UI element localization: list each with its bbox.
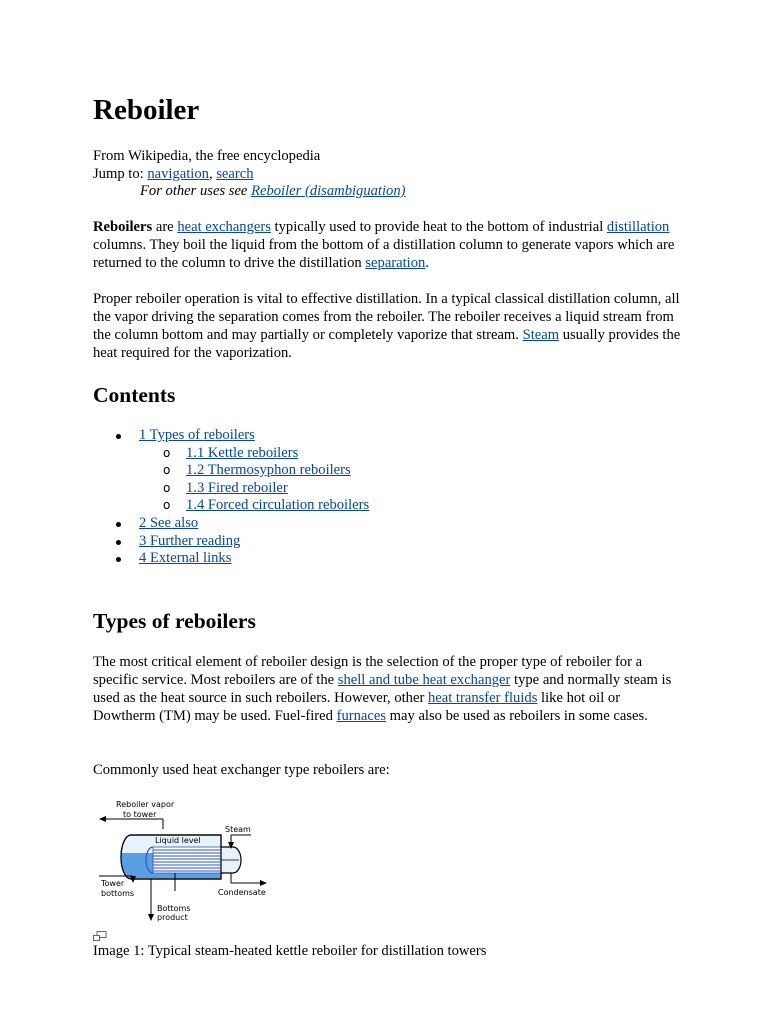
steam-link[interactable]: Steam — [522, 327, 560, 343]
types-paragraph-2: Commonly used heat exchanger type reboilers are: — [93, 762, 390, 778]
text-run: usually provides the heat required for the vaporization. — [93, 327, 681, 361]
toc-item — [93, 550, 369, 568]
text-run: Proper reboiler operation is vital to effective distillation. In a typical classical distillation column, all the vapor driving the separation comes from the reboiler. The reboiler receives a liquid stream from the column bottom and may partially or completely vaporize that stream. — [93, 291, 680, 343]
toc-link[interactable]: 1.3 Fired reboiler — [186, 479, 288, 496]
text-run: may also be used as reboilers in some cases. — [386, 708, 648, 724]
label-steam: Steam — [225, 825, 251, 834]
text-run: are — [152, 219, 178, 235]
toc-item — [93, 427, 369, 445]
table-of-contents — [93, 427, 369, 568]
search-link[interactable]: search — [216, 166, 254, 182]
toc-link[interactable]: 4 External links — [139, 550, 232, 567]
heat-transfer-fluids-link[interactable]: heat transfer fluids — [427, 690, 538, 706]
bold-term: Reboilers — [93, 219, 153, 235]
figure-caption: Image 1: Typical steam-heated kettle reboiler for distillation towers — [93, 943, 487, 959]
toc-sub-bullet: o — [163, 463, 171, 478]
label-tower-2: bottoms — [101, 889, 135, 898]
separation-link[interactable]: separation — [365, 255, 426, 271]
toc-sub-bullet: o — [163, 445, 171, 460]
label-condensate: Condensate — [218, 888, 266, 897]
kettle-reboiler-diagram[interactable] — [93, 795, 283, 925]
toc-link[interactable]: 2 See also — [139, 514, 199, 531]
toc-sub-bullet: o — [163, 498, 171, 513]
shell-and-tube-link[interactable]: shell and tube heat exchanger — [337, 672, 511, 688]
toc-item — [93, 515, 369, 533]
heat-exchangers-link[interactable]: heat exchangers — [177, 219, 271, 235]
jump-separator: , — [208, 166, 217, 182]
label-tower-1: Tower — [101, 879, 125, 888]
text-run: . — [425, 255, 429, 271]
toc-link[interactable]: 1 Types of reboilers — [139, 427, 255, 443]
label-vapor-1: Reboiler vapor — [116, 800, 175, 809]
toc-link[interactable]: 3 Further reading — [139, 532, 241, 549]
toc-link[interactable]: 1.1 Kettle reboilers — [186, 444, 299, 461]
text-run: like hot oil or Dowtherm (TM) may be used. Fuel-fired — [93, 690, 621, 724]
text-run: typically used to provide heat to the bottom of industrial — [270, 219, 607, 235]
text-run: The most critical element of reboiler design is the selection of the proper type of reboiler for a specific service. Most reboilers are of the — [93, 654, 643, 688]
contents-heading: Contents — [93, 383, 176, 407]
label-bottoms-1: Bottoms — [157, 904, 191, 913]
label-bottoms-2: product — [157, 913, 188, 922]
toc-item — [93, 480, 369, 498]
toc-item — [93, 445, 369, 463]
types-heading: Types of reboilers — [93, 609, 256, 633]
intro-paragraph-1 — [93, 218, 683, 272]
toc-link[interactable]: 1.2 Thermosyphon reboilers — [186, 462, 351, 479]
disambiguation-link[interactable]: Reboiler (disambiguation) — [251, 183, 406, 199]
diagram-svg — [93, 795, 283, 925]
intro-paragraph-2 — [93, 290, 683, 362]
jump-links — [93, 165, 683, 183]
text-run: type and normally steam is used as the heat source in such reboilers. However, other — [93, 672, 672, 706]
hatnote — [140, 182, 730, 200]
furnaces-link[interactable]: furnaces — [336, 708, 387, 724]
label-liquid-level: Liquid level — [155, 836, 201, 845]
navigation-link[interactable]: navigation — [147, 166, 209, 182]
toc-sub-bullet: o — [163, 480, 171, 495]
label-vapor-2: to tower — [123, 810, 157, 819]
types-paragraph-1 — [93, 653, 683, 725]
toc-item — [93, 497, 369, 515]
toc-item — [93, 533, 369, 551]
distillation-link[interactable]: distillation — [606, 219, 670, 235]
toc-link[interactable]: 1.4 Forced circulation reboilers — [186, 497, 370, 514]
toc-item — [93, 462, 369, 480]
page-title: Reboiler — [93, 94, 200, 126]
article-tagline: From Wikipedia, the free encyclopedia — [93, 148, 321, 164]
hatnote-prefix: For other uses see — [140, 183, 252, 199]
tube-bundle — [146, 847, 223, 873]
text-run: columns. They boil the liquid from the bottom of a distillation column to generate vapors which are returned to the column to drive the distillation — [93, 237, 675, 271]
jump-prefix: Jump to: — [93, 166, 148, 182]
